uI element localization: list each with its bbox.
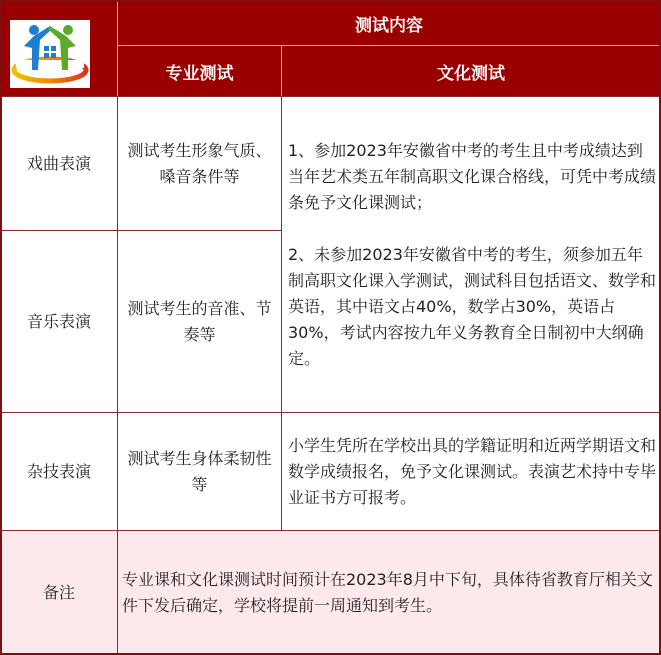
header-test-content xyxy=(117,0,661,46)
row-acrobatics-professional-test xyxy=(117,412,282,531)
note-text-cell xyxy=(117,530,661,655)
professional-test-text: 测试考生的音准、节奏等 xyxy=(127,298,272,344)
culture-test-text: 小学生凭所在学校出具的学籍证明和近两学期语文和数学成绩报名，免予文化课测试。表演艺术持中专毕业证书方可报考。 xyxy=(288,435,657,507)
header-culture-test-label: 文化测试 xyxy=(437,63,505,84)
house-family-logo-icon xyxy=(10,20,90,88)
row-acrobatics-major xyxy=(0,412,118,531)
note-text: 专业课和文化课测试时间预计在2023年8月中下旬，具体待省教育厅相关文件下发后确定，学校将提前一周通知到考生。 xyxy=(122,569,653,615)
professional-test-text: 测试考生形象气质、嗓音条件等 xyxy=(127,140,272,186)
header-professional-test-label: 专业测试 xyxy=(165,63,234,84)
major-name: 戏曲表演 xyxy=(26,153,91,173)
row-opera-major xyxy=(0,96,118,231)
row-acrobatics-culture-test xyxy=(281,412,661,531)
row-opera-professional-test xyxy=(117,96,282,231)
row-music-professional-test xyxy=(117,230,282,413)
header-culture-test xyxy=(281,45,661,97)
professional-test-text: 测试考生身体柔韧性等 xyxy=(127,448,272,494)
row-music-major xyxy=(0,230,118,413)
note-label-cell xyxy=(0,530,118,655)
major-name: 音乐表演 xyxy=(26,311,91,331)
culture-test-para-1: 1、参加2023年安徽省中考的考生且中考成绩达到当年艺术类五年制高职文化课合格线，可凭中考成绩条免予文化课测试； xyxy=(288,140,657,212)
header-test-content-label: 测试内容 xyxy=(355,15,423,36)
major-name: 杂技表演 xyxy=(26,461,91,481)
shared-culture-test xyxy=(281,96,661,413)
culture-test-para-2: 2、未参加2023年安徽省中考的考生，须参加五年制高职文化课入学测试，测试科目包括语文、数学和英语，其中语文占40%，数学占30%，英语占30%，考试内容按九年义务教育全日制初中大纲确定。 xyxy=(288,244,657,368)
header-professional-test xyxy=(117,45,282,97)
note-label: 备注 xyxy=(42,582,75,602)
